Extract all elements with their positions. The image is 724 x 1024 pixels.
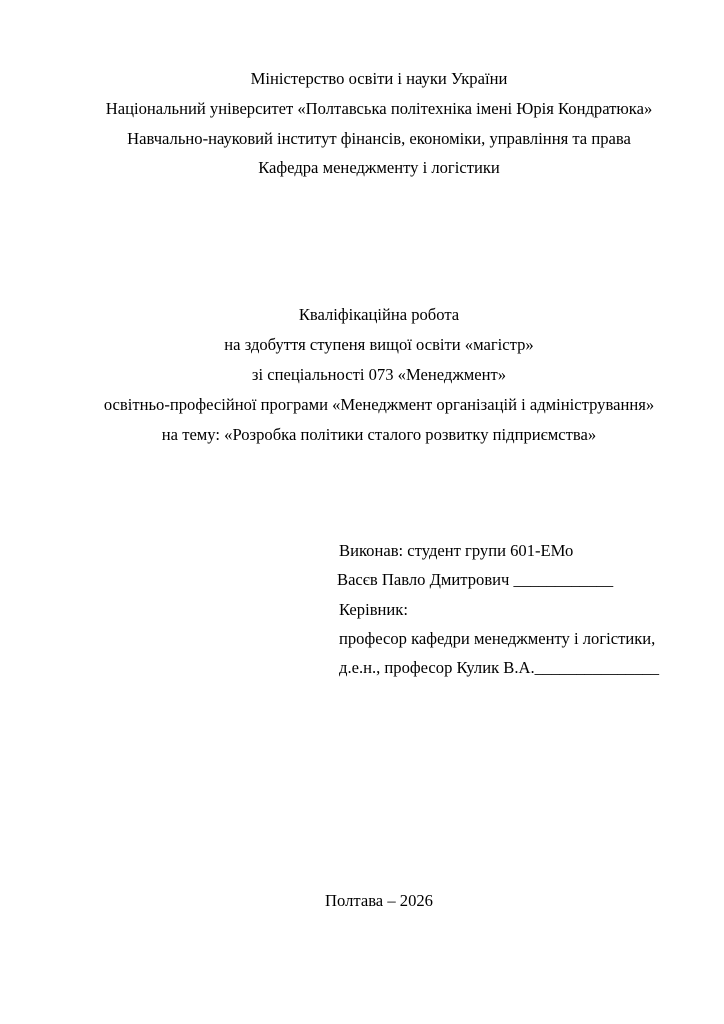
- student-name: Васєв Павло Дмитрович ____________: [337, 570, 614, 589]
- ministry-name: Міністерство освіти і науки України: [250, 69, 508, 88]
- topic-line: на тему: «Розробка політики сталого розвитку підприємства»: [161, 425, 597, 444]
- supervisor-label: Керівник:: [339, 600, 408, 619]
- specialty-line: зі спеціальності 073 «Менеджмент»: [251, 365, 507, 384]
- university-name: Національний університет «Полтавська політехніка імені Юрія Кондратюка»: [105, 99, 653, 118]
- institute-name: Навчально-науковий інститут фінансів, економіки, управління та права: [127, 129, 631, 148]
- department-name: Кафедра менеджменту і логістики: [258, 158, 500, 177]
- city-year: Полтава – 2026: [325, 891, 433, 910]
- supervisor-name: д.е.н., професор Кулик В.А._______________: [339, 658, 660, 677]
- degree-line: на здобуття ступеня вищої освіти «магістр»: [224, 335, 534, 354]
- program-line: освітньо-професійної програми «Менеджмент організацій і адміністрування»: [103, 395, 655, 414]
- work-type: Кваліфікаційна робота: [298, 305, 460, 324]
- supervisor-position: професор кафедри менеджменту і логістики,: [339, 629, 656, 648]
- performed-by: Виконав: студент групи 601-ЕМо: [339, 541, 574, 560]
